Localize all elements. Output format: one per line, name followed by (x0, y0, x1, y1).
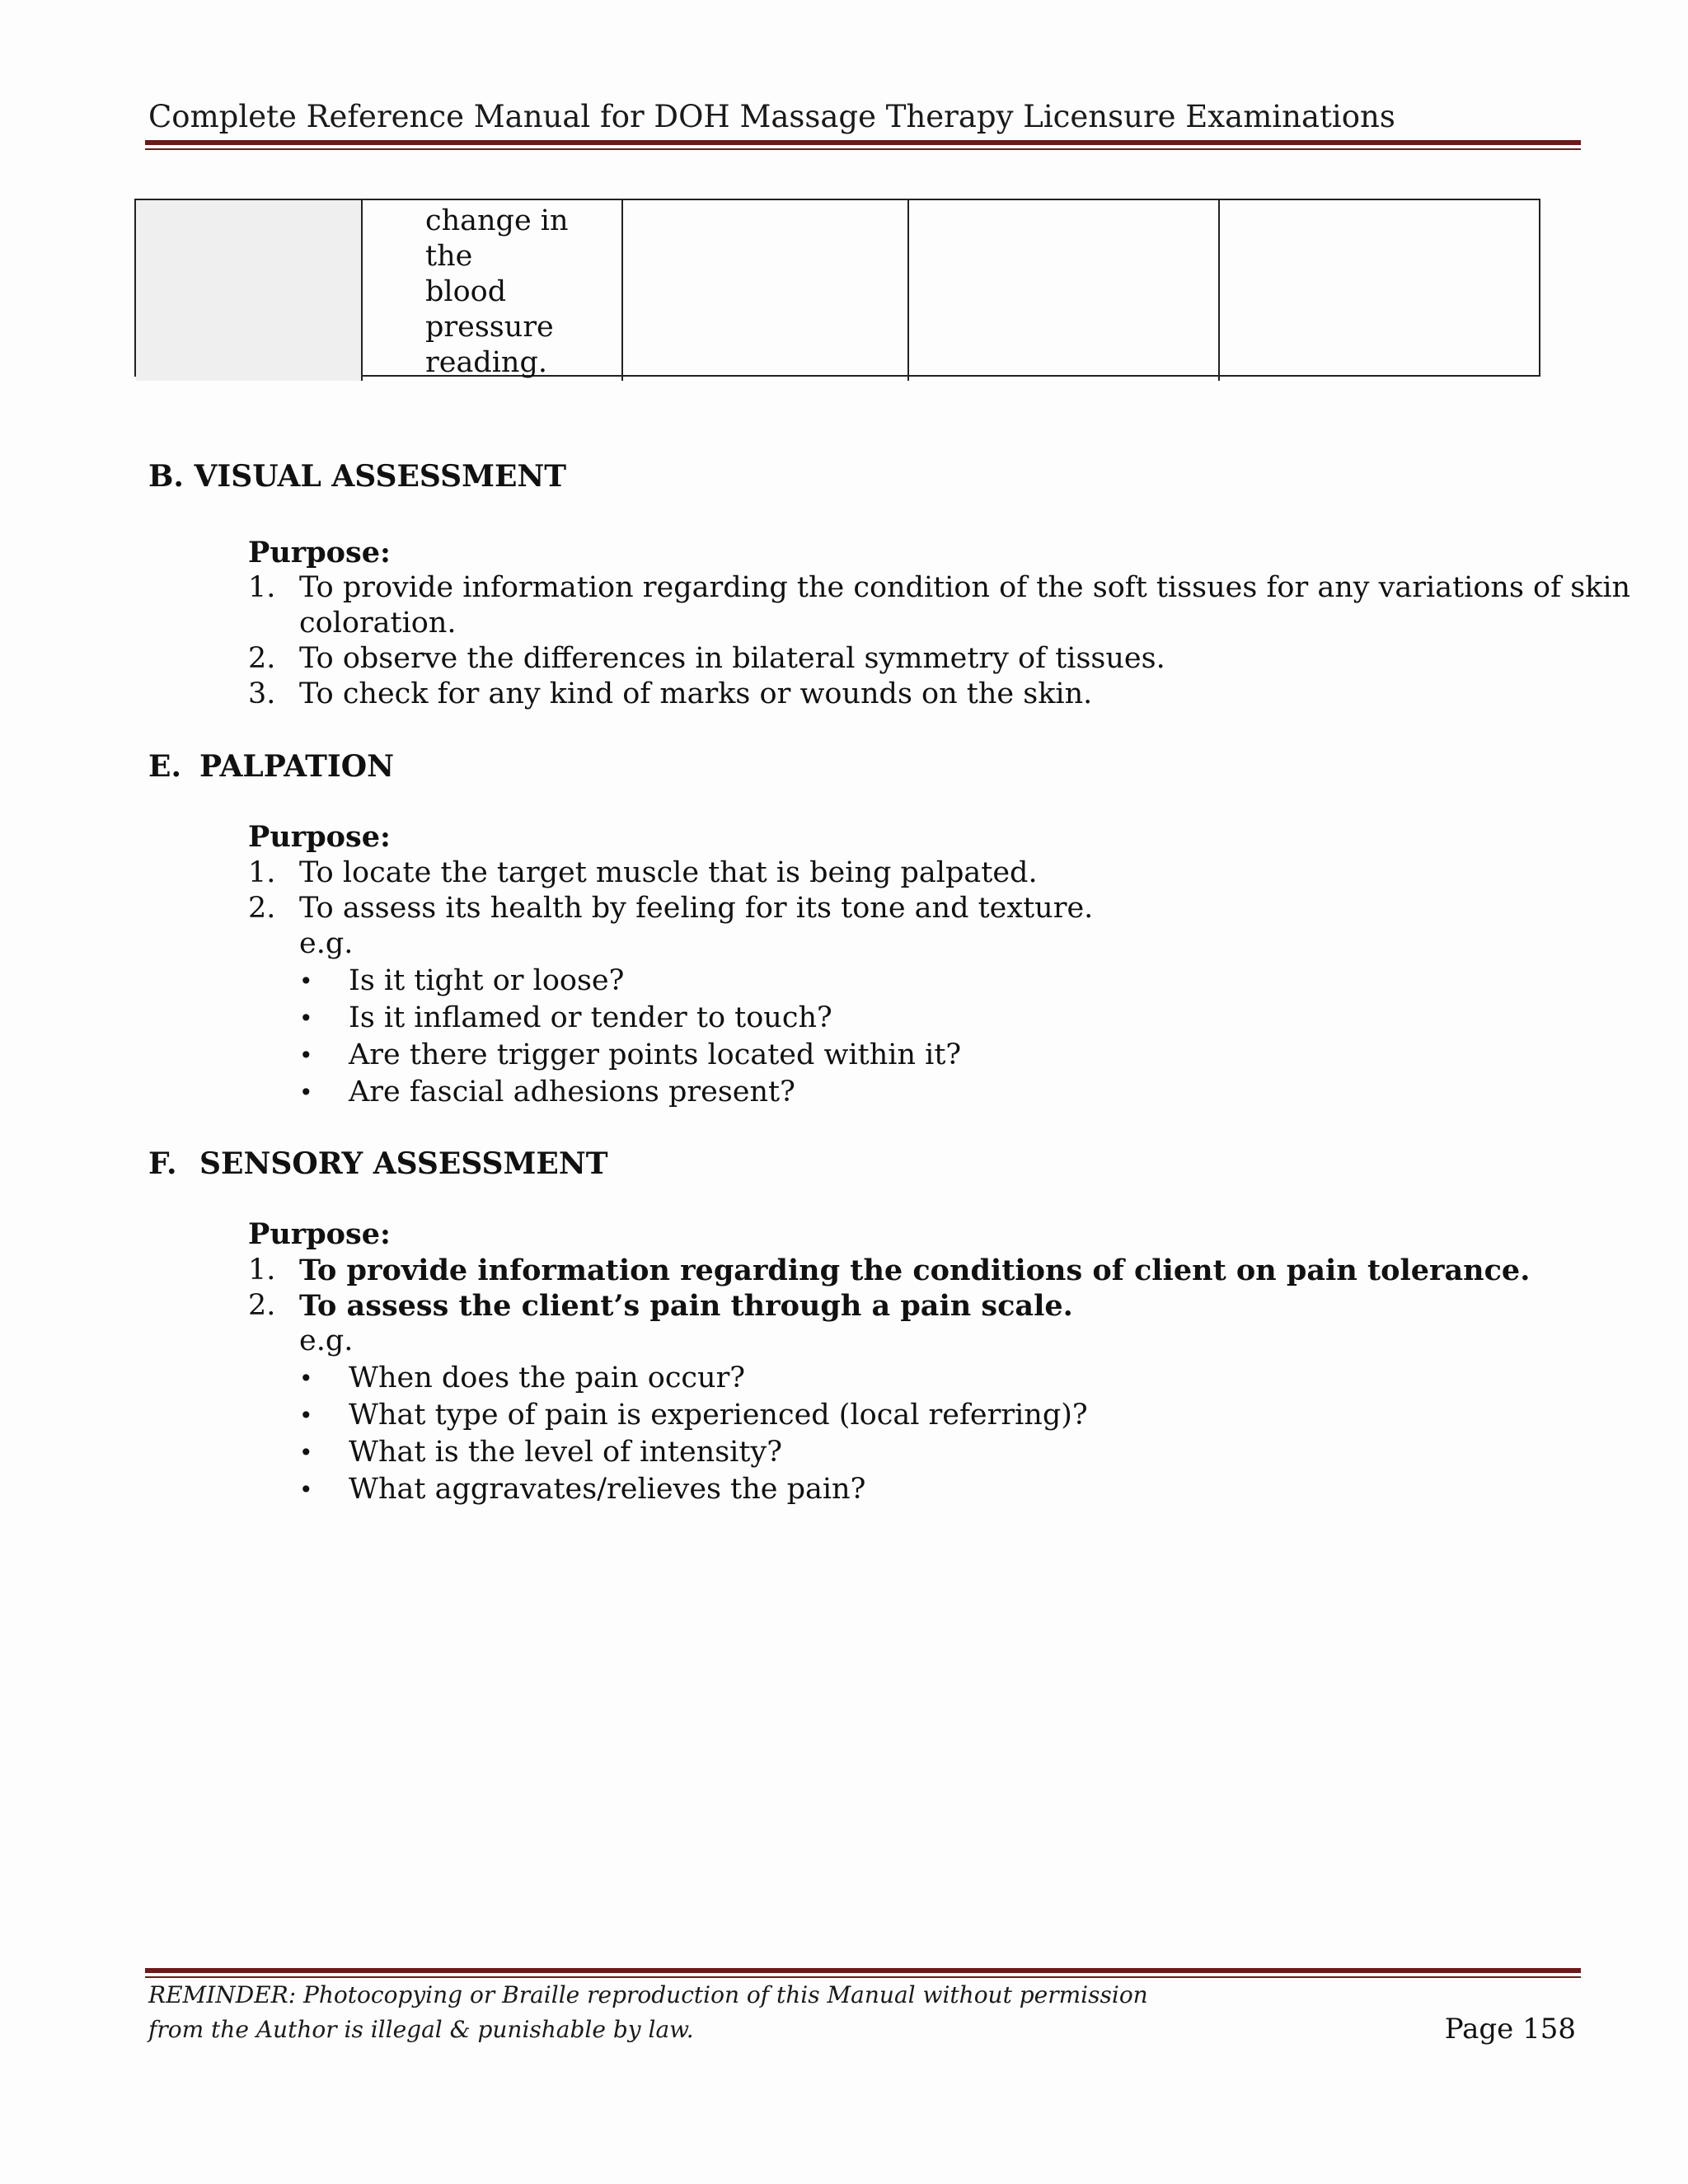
section-title-sensory-assessment (148, 1146, 608, 1182)
list-text: To check for any kind of marks or wounds on the skin. (299, 677, 1093, 710)
table-cell-text (363, 200, 623, 381)
list-number: 1. (248, 571, 276, 604)
table-cell-line: blood (425, 275, 507, 308)
section-name: SENSORY ASSESSMENT (199, 1146, 608, 1181)
section-title-palpation (148, 748, 394, 785)
list-text: To observe the differences in bilateral symmetry of tissues. (299, 642, 1165, 675)
bullet-text: What is the level of intensity? (349, 1436, 782, 1469)
continued-table (134, 199, 1540, 377)
footer-reminder-line: REMINDER: Photocopying or Braille reproduction of this Manual without permission (148, 1981, 1148, 2008)
bullet-icon: • (299, 1439, 313, 1466)
list-item-continuation (248, 606, 1567, 641)
list-number: 1. (248, 856, 276, 889)
bullet-item (299, 1037, 1453, 1074)
list-text: To provide information regarding the condition of the soft tissues for any variations of skin (299, 571, 1631, 604)
table-cell-empty (623, 200, 909, 381)
list-number: 3. (248, 677, 276, 710)
page-header-title: Complete Reference Manual for DOH Massage Therapy Licensure Examinations (148, 99, 1395, 134)
bullet-icon: • (299, 1079, 313, 1106)
bullet-text: Are there trigger points located within it? (349, 1038, 962, 1071)
bullet-text: Is it inflamed or tender to touch? (349, 1001, 832, 1034)
table-cell-line: change in the (425, 204, 569, 273)
bullet-item (299, 1434, 1453, 1471)
section-title-visual-assessment: B. VISUAL ASSESSMENT (148, 459, 567, 494)
list-item (248, 1288, 1567, 1324)
purpose-label: Purpose: (248, 1217, 391, 1251)
bullet-item (299, 963, 1453, 1000)
list-text: To assess its health by feeling for its tone and texture. (299, 892, 1094, 925)
section-letter: E. (148, 749, 181, 784)
bullet-icon: • (299, 1005, 313, 1032)
list-item (248, 855, 1484, 891)
list-text: To locate the target muscle that is being palpated. (299, 856, 1038, 889)
bullet-icon: • (299, 1402, 313, 1429)
bullet-icon: • (299, 1365, 313, 1392)
footer-rule-thick (145, 1968, 1581, 1973)
list-number: 2. (248, 1289, 276, 1322)
bullet-item (299, 1360, 1453, 1397)
eg-label: e.g. (299, 1324, 354, 1357)
list-item (248, 1253, 1567, 1288)
list-item (248, 641, 1567, 677)
table-cell-empty-shaded (136, 200, 363, 381)
table-cell-empty (1220, 200, 1539, 381)
list-number: 2. (248, 892, 276, 925)
list-text: To provide information regarding the conditions of client on pain tolerance. (299, 1254, 1531, 1287)
list-item (248, 677, 1567, 712)
section-name: PALPATION (199, 749, 395, 784)
bullet-icon: • (299, 1476, 313, 1503)
page-number: Page 158 (1444, 2013, 1576, 2046)
table-cell-empty (909, 200, 1220, 381)
list-text: coloration. (299, 607, 457, 640)
bullet-text: Is it tight or loose? (349, 964, 625, 997)
table-cell-line: reading. (425, 346, 547, 379)
bullet-item (299, 1074, 1453, 1111)
bullet-item (299, 1397, 1453, 1434)
purpose-label: Purpose: (248, 820, 391, 854)
bullet-icon: • (299, 968, 313, 995)
bullet-icon: • (299, 1042, 313, 1069)
footer-reminder-line: from the Author is illegal & punishable by law. (148, 2016, 694, 2043)
list-item (248, 891, 1484, 926)
header-rule-thick (145, 140, 1581, 145)
list-number: 1. (248, 1254, 276, 1286)
header-rule-thin (145, 148, 1581, 150)
footer-reminder (148, 1978, 1148, 2047)
eg-label: e.g. (299, 927, 354, 960)
bullet-text: What type of pain is experienced (local referring)? (349, 1399, 1088, 1432)
bullet-text: What aggravates/relieves the pain? (349, 1473, 866, 1506)
list-number: 2. (248, 642, 276, 675)
bullet-item (299, 1000, 1453, 1037)
table-cell-line: pressure (425, 311, 554, 344)
purpose-label: Purpose: (248, 536, 391, 569)
list-text: To assess the client’s pain through a pain scale. (299, 1289, 1073, 1323)
list-item (248, 570, 1631, 606)
bullet-text: Are fascial adhesions present? (349, 1076, 795, 1108)
bullet-item (299, 1471, 1453, 1508)
bullet-text: When does the pain occur? (349, 1361, 746, 1394)
section-letter: F. (148, 1146, 177, 1181)
